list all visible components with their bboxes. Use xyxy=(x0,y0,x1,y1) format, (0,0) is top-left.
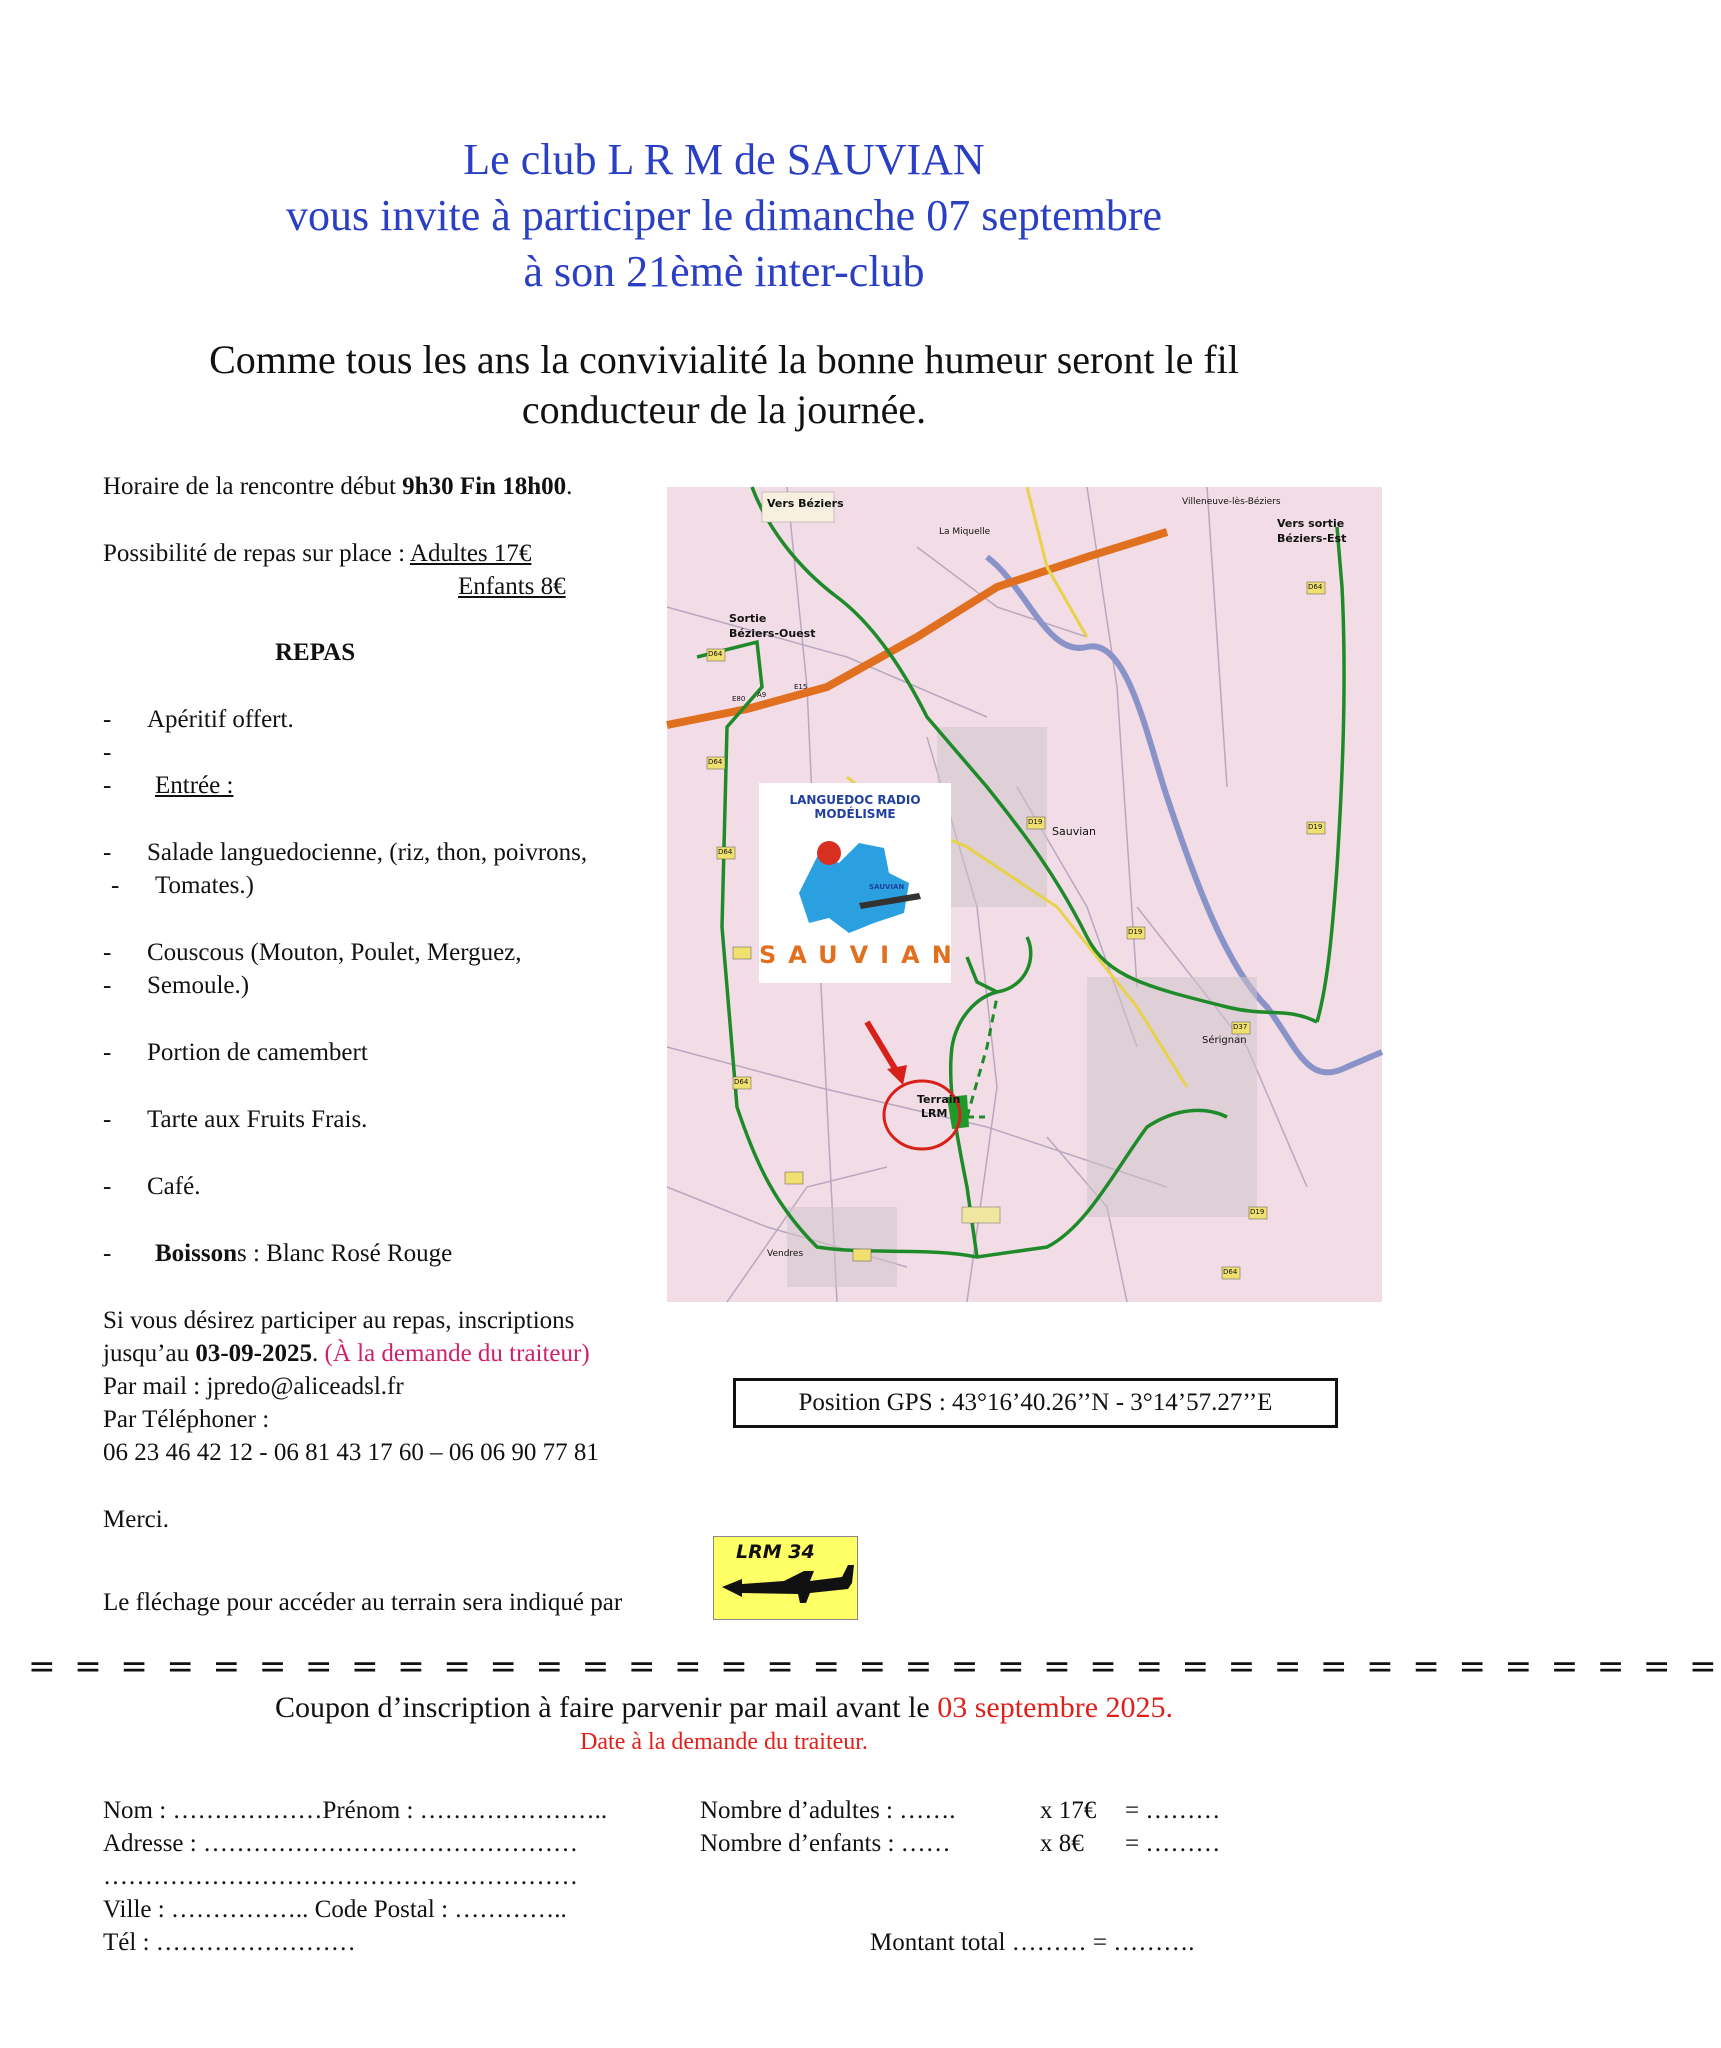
coupon-subtitle: Date à la demande du traiteur. xyxy=(580,1729,868,1755)
menu-cafe: Café. xyxy=(147,1173,201,1200)
menu-boissons-label: Boisson xyxy=(155,1240,237,1267)
field-total-adultes[interactable]: = ……… xyxy=(1125,1797,1221,1824)
coupon-title xyxy=(0,1688,1448,1728)
field-total-enfants[interactable]: = ……… xyxy=(1125,1830,1221,1857)
bullet-dash: - xyxy=(103,706,112,733)
club-logo xyxy=(759,783,964,983)
map-label-serignan: Sérignan xyxy=(1202,1035,1247,1046)
road-label: D64 xyxy=(734,1078,749,1086)
menu-salade: Salade languedocienne, (riz, thon, poivrons, xyxy=(147,839,588,866)
lrm34-label: LRM 34 xyxy=(736,1541,815,1563)
road-label: D19 xyxy=(1250,1208,1265,1216)
meal-prices-label: Possibilité de repas sur place : xyxy=(103,540,410,567)
deadline-label: jusqu’au xyxy=(103,1340,196,1367)
map-label-vendres: Vendres xyxy=(767,1249,804,1259)
road-label: D19 xyxy=(1028,818,1043,826)
bullet-dash: - xyxy=(103,1106,112,1133)
field-nombre-enfants[interactable]: Nombre d’enfants : …… xyxy=(700,1830,951,1857)
bullet-dash: - xyxy=(103,772,112,799)
map-label-sauvian: Sauvian xyxy=(1052,825,1096,838)
field-ville-code-postal[interactable]: Ville : …………….. Code Postal : ………….. xyxy=(103,1896,567,1923)
menu-item xyxy=(103,969,249,1002)
menu-tarte: Tarte aux Fruits Frais. xyxy=(147,1106,368,1133)
road-label: D64 xyxy=(708,650,723,658)
price-per-child: x 8€ xyxy=(1040,1830,1084,1857)
phone-label: Par Téléphoner : xyxy=(103,1406,270,1433)
signage-text: Le fléchage pour accéder au terrain sera indiqué par xyxy=(103,1589,623,1616)
lrm34-sign xyxy=(713,1536,858,1620)
contact-mail: Par mail : jpredo@aliceadsl.fr xyxy=(103,1373,404,1400)
meal-prices xyxy=(103,537,531,570)
menu-item xyxy=(103,1170,200,1203)
price-per-adult: x 17€ xyxy=(1040,1797,1097,1824)
airplane-arrow-icon xyxy=(714,1537,859,1621)
menu-fromage: Portion de camembert xyxy=(147,1039,368,1066)
coupon-deadline: 03 septembre 2025. xyxy=(937,1691,1174,1724)
title-line-2: vous invite à participer le dimanche 07 septembre xyxy=(285,191,1163,240)
registration-line-2 xyxy=(103,1337,590,1370)
bullet-dash: - xyxy=(111,872,120,899)
road-label: A9 xyxy=(757,691,767,699)
road-label: D19 xyxy=(1128,928,1143,936)
location-map xyxy=(667,487,1382,1302)
menu-item xyxy=(103,769,233,802)
bullet-dash: - xyxy=(103,739,112,766)
road-label: D64 xyxy=(708,758,723,766)
menu-aperitif: Apéritif offert. xyxy=(147,706,294,733)
map-label-villeneuve: Villeneuve-lès-Béziers xyxy=(1182,497,1281,507)
map-label-sortie: Sortie xyxy=(729,612,767,625)
coupon-title-text: Coupon d’inscription à faire parvenir par mail avant le xyxy=(274,1691,938,1724)
road-label: D19 xyxy=(1308,823,1323,831)
map-label-beziers-est: Béziers-Est xyxy=(1277,532,1347,545)
map-label-beziers-ouest: Béziers-Ouest xyxy=(729,627,816,640)
menu-item xyxy=(103,736,147,769)
map-label-vers-beziers: Vers Béziers xyxy=(767,497,844,510)
bullet-dash: - xyxy=(103,939,112,966)
thanks: Merci. xyxy=(103,1506,169,1533)
bullet-dash: - xyxy=(103,972,112,999)
field-nom-prenom[interactable]: Nom : ………………Prénom : ………………….. xyxy=(103,1797,608,1824)
field-nombre-adultes[interactable]: Nombre d’adultes : ……. xyxy=(700,1797,956,1824)
menu-item xyxy=(103,1103,367,1136)
menu-couscous-cont: Semoule.) xyxy=(147,972,250,999)
menu-boissons: s : Blanc Rosé Rouge xyxy=(236,1240,453,1267)
map-label-la-miquelle: La Miquelle xyxy=(939,527,991,537)
field-adresse-2[interactable]: ………………………………………………… xyxy=(103,1863,578,1890)
deadline-dot: . xyxy=(312,1340,325,1367)
schedule-suffix: . xyxy=(566,473,573,500)
road-label: E15 xyxy=(794,683,808,691)
road-label: E80 xyxy=(732,695,746,703)
menu-item xyxy=(103,703,294,736)
caterer-note: (À la demande du traiteur) xyxy=(324,1340,590,1367)
road-label: D37 xyxy=(1233,1023,1248,1031)
club-logo-bottom-text: SAUVIAN xyxy=(759,941,964,969)
menu-heading: REPAS xyxy=(275,639,356,666)
field-tel[interactable]: Tél : …………………… xyxy=(103,1929,356,1956)
gps-position: Position GPS : 43°16’40.26’’N - 3°14’57.27’’E xyxy=(733,1378,1338,1428)
registration-line-1: Si vous désirez participer au repas, inscriptions xyxy=(103,1307,575,1334)
schedule-hours: 9h30 Fin 18h00 xyxy=(402,473,567,500)
map-label-lrm: LRM xyxy=(921,1107,948,1120)
deadline-date: 03-09-2025 xyxy=(195,1340,313,1367)
price-children: Enfants 8€ xyxy=(458,573,566,600)
menu-salade-cont: Tomates.) xyxy=(155,872,254,899)
schedule xyxy=(103,470,572,503)
phone-numbers: 06 23 46 42 12 - 06 81 43 17 60 – 06 06 90 77 81 xyxy=(103,1439,599,1466)
schedule-label: Horaire de la rencontre début xyxy=(103,473,403,500)
menu-item xyxy=(103,836,587,869)
intro-line-1: Comme tous les ans la convivialité la bonne humeur seront le fil xyxy=(209,337,1239,382)
menu-item xyxy=(103,1237,452,1270)
club-logo-inner-text: SAUVIAN xyxy=(869,883,905,891)
title-line-3: à son 21èmè inter-club xyxy=(523,247,925,296)
road-label: D64 xyxy=(718,848,733,856)
menu-item xyxy=(103,936,522,969)
road-label: D64 xyxy=(1308,583,1323,591)
menu-couscous: Couscous (Mouton, Poulet, Merguez, xyxy=(147,939,522,966)
intro-line-2: conducteur de la journée. xyxy=(521,387,927,432)
cut-line-separator: = = = = = = = = = = = = = = = = = = = = = = = = = = = = = = = = = = = = = xyxy=(28,1646,1721,1685)
road-label: D64 xyxy=(1223,1268,1238,1276)
menu-item xyxy=(111,869,254,902)
price-adults: Adultes 17€ xyxy=(409,540,532,567)
bullet-dash: - xyxy=(103,1039,112,1066)
bullet-dash: - xyxy=(103,839,112,866)
menu-entree: Entrée : xyxy=(155,772,234,799)
map-label-vers-sortie: Vers sortie xyxy=(1277,517,1345,530)
title-line-1: Le club L R M de SAUVIAN xyxy=(463,135,985,184)
field-montant-total[interactable]: Montant total ……… = ………. xyxy=(870,1929,1195,1956)
map-label-terrain: Terrain xyxy=(917,1093,961,1106)
menu-item xyxy=(103,1036,368,1069)
field-adresse[interactable]: Adresse : ……………………………………… xyxy=(103,1830,578,1857)
club-logo-top-text: LANGUEDOC RADIO MODÉLISME xyxy=(789,793,921,821)
bullet-dash: - xyxy=(103,1240,112,1267)
bullet-dash: - xyxy=(103,1173,112,1200)
